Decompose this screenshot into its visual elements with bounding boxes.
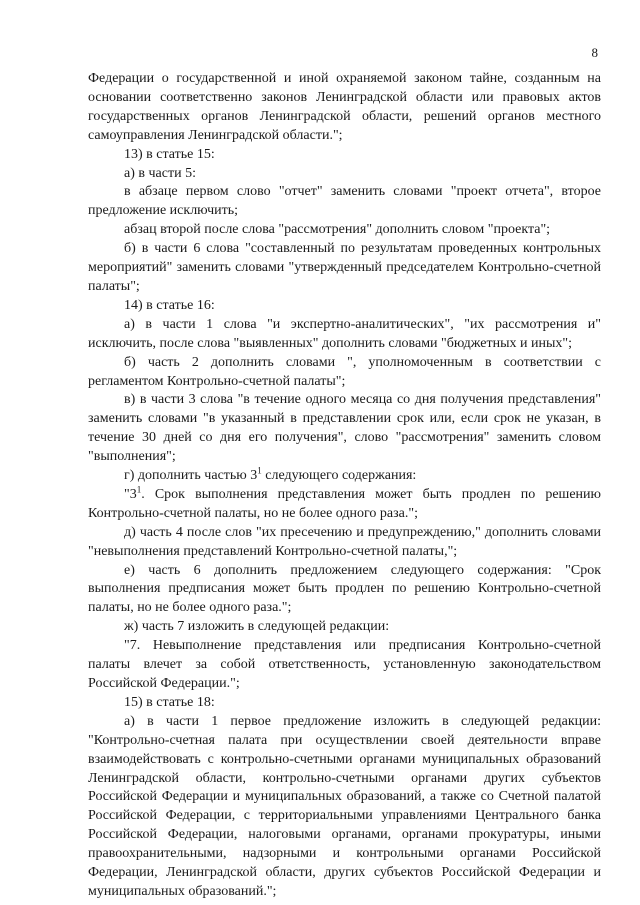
paragraph-text: "7. Невыполнение представления или предписания Контрольно-счетной палаты влечет за собой ответственность, установленную законодательством Российской Федерации."; xyxy=(88,638,601,691)
paragraph xyxy=(88,467,601,486)
paragraph xyxy=(88,240,601,297)
paragraph-text: а) в части 1 первое предложение изложить в следующей редакции: "Контрольно-счетная палата при осуществлении своей деятельности вправе взаимодействовать с контрольно-счетными органами муниципальных образований Ленинградской области, контрольно-счетными органами других субъектов Российской Федерации и муниципальных образований, а также со Счетной палатой Российской Федерации, с территориальными управлениями Центрального банка Российской Федерации, налоговыми органами, органами прокуратуры, иными правоохранительными, надзорными и контрольными органами Российской Федерации, Ленинградской области, других субъектов Российской Федерации и муниципальных образований."; xyxy=(88,713,601,899)
paragraph xyxy=(88,183,601,221)
paragraph xyxy=(88,562,601,619)
paragraph xyxy=(88,354,601,392)
paragraph-text: 14) в статье 16: xyxy=(124,297,215,313)
paragraph xyxy=(88,486,601,524)
paragraph-text: б) часть 2 дополнить словами ", уполномоченным в соответствии с регламентом Контрольно-счетной палаты"; xyxy=(88,354,601,389)
paragraph-text: Федерации о государственной и иной охраняемой законом тайне, созданным на основании соответственно законов Ленинградской области или правовых актов государственных органов Ленинградской области, решений органов местного самоуправления Ленинградской области."; xyxy=(88,71,601,143)
paragraph-text: е) часть 6 дополнить предложением следующего содержания: "Срок выполнения предписания может быть продлен по решению Контрольно-счетной палаты, но не более одного раза."; xyxy=(88,562,601,616)
paragraph xyxy=(88,221,601,240)
paragraph xyxy=(88,391,601,467)
paragraph-text: "3 xyxy=(124,486,137,502)
paragraph xyxy=(88,316,601,354)
paragraph-text: а) в части 1 слова "и экспертно-аналитических", "их рассмотрения и" исключить, после слова "выявленных" дополнить словами "бюджетных и иных"; xyxy=(88,316,601,351)
paragraph xyxy=(88,165,601,184)
page-number: 8 xyxy=(591,45,598,60)
paragraph-text: б) в части 6 слова "составленный по результатам проведенных контрольных мероприятий" заменить словами "утвержденный председателем Контрольно-счетной палаты"; xyxy=(88,241,601,294)
paragraph xyxy=(88,524,601,562)
paragraph xyxy=(88,297,601,316)
paragraph-text: а) в части 5: xyxy=(124,165,196,181)
paragraph xyxy=(88,618,601,637)
paragraph-text: д) часть 4 после слов "их пресечению и предупреждению," дополнить словами "невыполнения представлений Контрольно-счетной палаты,"; xyxy=(88,524,601,559)
superscript: 1 xyxy=(257,465,262,476)
paragraph xyxy=(88,70,601,146)
paragraph-text: в абзаце первом слово "отчет" заменить словами "проект отчета", второе предложение исключить; xyxy=(88,184,601,219)
paragraph-text: г) дополнить частью 3 xyxy=(124,468,258,484)
paragraph-text: 15) в статье 18: xyxy=(124,694,215,710)
paragraph-text: абзац второй после слова "рассмотрения" дополнить словом "проекта"; xyxy=(124,222,551,238)
paragraph xyxy=(88,146,601,165)
paragraph-text: 13) в статье 15: xyxy=(124,146,215,162)
paragraph-text-tail: следующего содержания: xyxy=(261,468,417,484)
paragraph-text: в) в части 3 слова "в течение одного месяца со дня получения представления" заменить словами "в указанный в представлении срок или, если срок не указан, в течение 30 дней со дня его получения", слово "рассмотрения" заменить словом "выполнения"; xyxy=(88,392,601,465)
document-body xyxy=(88,70,601,902)
paragraph-text: ж) часть 7 изложить в следующей редакции: xyxy=(124,619,390,635)
superscript: 1 xyxy=(136,484,142,495)
paragraph xyxy=(88,713,601,902)
paragraph xyxy=(88,694,601,713)
paragraph-text-tail: . Срок выполнения представления может быть продлен по решению Контрольно-счетной палаты, но не более одного раза."; xyxy=(88,486,601,521)
paragraph xyxy=(88,637,601,694)
